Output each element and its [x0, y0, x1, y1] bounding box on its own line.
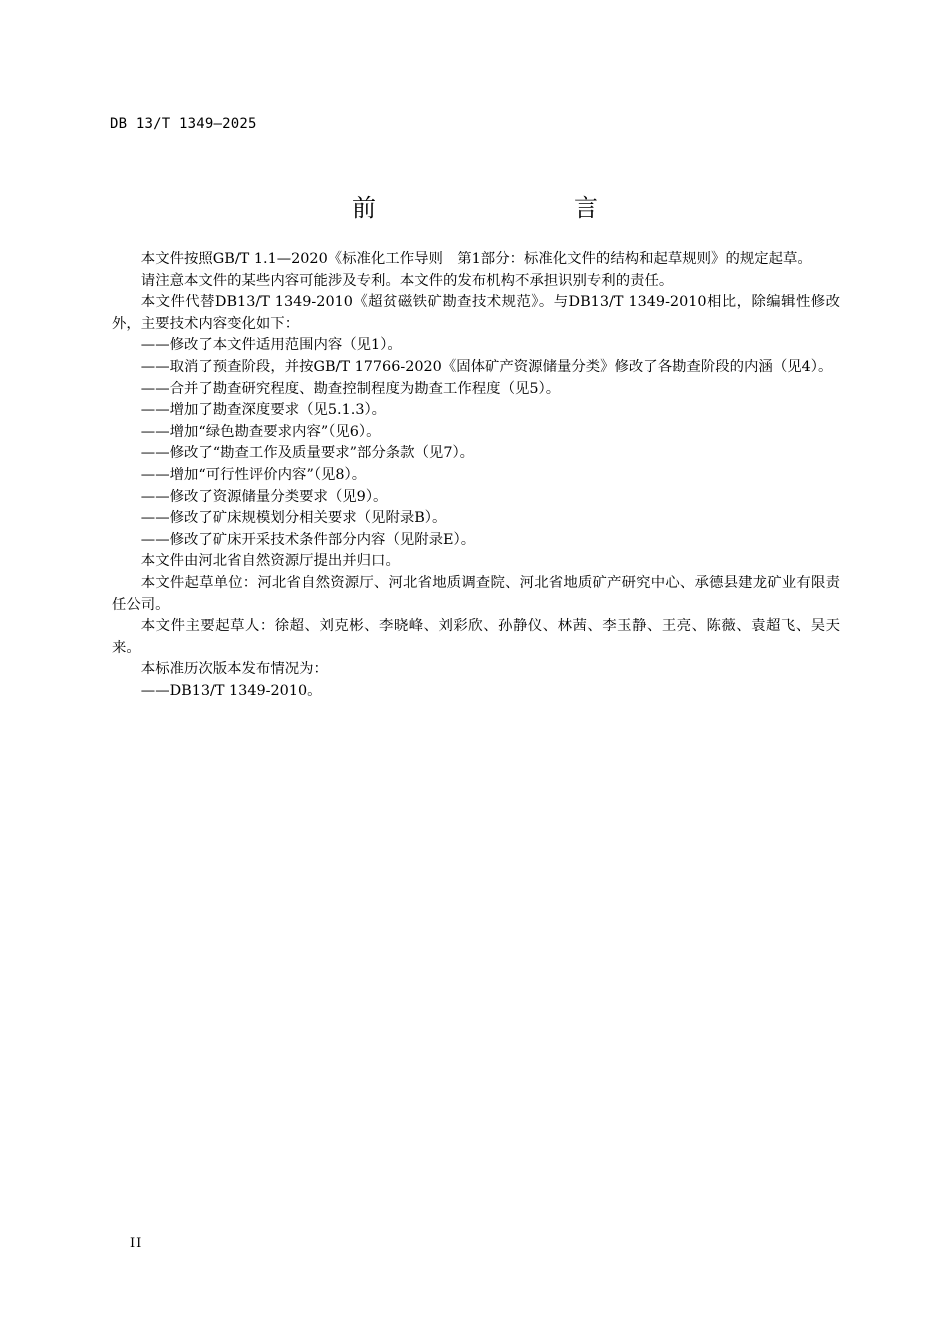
paragraph: 本文件起草单位：河北省自然资源厅、河北省地质调查院、河北省地质矿产研究中心、承德县建龙矿业有限责任公司。 [112, 574, 840, 613]
list-item: ——增加“可行性评价内容”（见8）。 [140, 466, 367, 483]
list-item: ——取消了预查阶段，并按GB/T 17766-2020《固体矿产资源储量分类》修改了各勘查阶段的内涵（见4）。 [140, 358, 833, 375]
list-item: ——合并了勘查研究程度、勘查控制程度为勘查工作程度（见5）。 [140, 380, 561, 397]
page-number: II [130, 1236, 143, 1251]
list-item: ——增加“绿色勘查要求内容”（见6）。 [140, 423, 381, 440]
list-item: ——修改了本文件适用范围内容（见1）。 [140, 337, 402, 354]
list-item: ——DB13/T 1349-2010。 [140, 682, 322, 699]
paragraph: 请注意本文件的某些内容可能涉及专利。本文件的发布机构不承担识别专利的责任。 [140, 272, 674, 289]
list-item: ——修改了资源储量分类要求（见9）。 [140, 488, 388, 505]
list-item: ——修改了矿床开采技术条件部分内容（见附录E）。 [140, 531, 476, 548]
paragraph: 本文件代替DB13/T 1349-2010《超贫磁铁矿勘查技术规范》。与DB13/T 1349-2010相比，除编辑性修改外，主要技术内容变化如下： [112, 294, 840, 332]
section-title: 前 言 [352, 194, 648, 222]
foreword-body [112, 249, 840, 702]
paragraph: 本文件由河北省自然资源厅提出并归口。 [140, 553, 400, 570]
paragraph: 本标准历次版本发布情况为： [140, 661, 328, 678]
list-item: ——修改了矿床规模划分相关要求（见附录B）。 [140, 510, 447, 527]
paragraph: 本文件按照GB/T 1.1—2020《标准化工作导则 第1部分：标准化文件的结构和起草规则》的规定起草。 [140, 251, 812, 267]
document-code: DB 13/T 1349—2025 [110, 116, 257, 132]
list-item: ——增加了勘查深度要求（见5.1.3）。 [140, 402, 387, 419]
list-item: ——修改了“勘查工作及质量要求”部分条款（见7）。 [140, 445, 475, 462]
paragraph: 本文件主要起草人：徐超、刘克彬、李晓峰、刘彩欣、孙静仪、林茜、李玉静、王亮、陈薇、袁超飞、吴天来。 [112, 618, 840, 656]
